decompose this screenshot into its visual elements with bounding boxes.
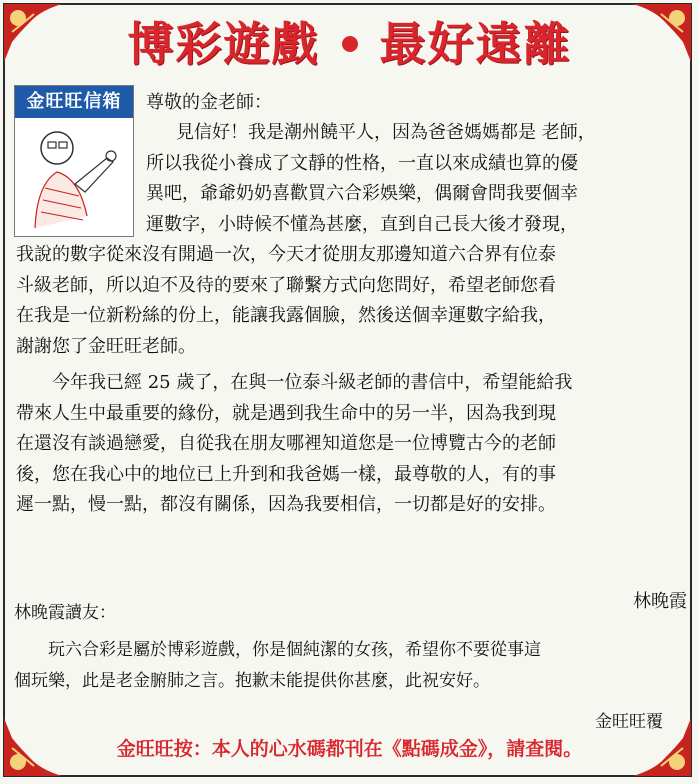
letter-line: 謝謝您了金旺旺老師。 <box>16 335 196 357</box>
headline-right: 最好遠離 <box>379 17 572 71</box>
letter-line: 我說的數字從來沒有開過一次，今天才從朋友那邊知道六合界有位泰 <box>16 244 556 265</box>
letter-line: 運數字，小時候不懂為甚麼，直到自己長大後才發現， <box>146 213 578 235</box>
reply-line: 玩六合彩是屬於博彩遊戲，你是個純潔的女孩，希望你不要從事這 <box>14 640 541 660</box>
letter-line: 後，您在我心中的地位已上升到和我爸媽一樣，最尊敬的人，有的事 <box>16 463 556 485</box>
letter-body <box>16 118 692 521</box>
letter-line: 今年我已經 25 歲了，在與一位泰斗級老師的書信中，希望能給我 <box>16 372 573 393</box>
reply-signature: 金旺旺覆 <box>595 712 663 732</box>
letter-salutation: 尊敬的金老師： <box>146 92 272 113</box>
reply-line: 個玩樂，此是老金腑肺之言。抱歉未能提供你甚麼，此祝安好。 <box>14 671 490 691</box>
reply-salutation: 林晚霞讀友： <box>14 603 116 623</box>
headline-left: 博彩遊戲 <box>127 17 320 71</box>
letter-line: 在我是一位新粉絲的份上，能讓我露個臉，然後送個幸運數字給我， <box>16 305 556 326</box>
letter-line: 見信好！我是潮州饒平人，因為爸爸媽媽都是 老師， <box>176 122 596 143</box>
letter-signature: 林晚霞 <box>633 591 687 612</box>
bullet-dot-icon <box>342 36 358 52</box>
column-badge-label: 金旺旺信箱 <box>15 86 133 118</box>
letter-line: 所以我從小養成了文靜的性格，一直以來成績也算的優 <box>146 152 578 174</box>
headline <box>0 8 699 74</box>
letter-line: 遲一點，慢一點，都沒有關係，因為我要相信，一切都是好的安排。 <box>16 494 556 515</box>
letter-line: 在還沒有談過戀愛，自從我在朋友哪裡知道您是一位博覽古今的老師 <box>16 433 556 454</box>
letter-line: 異吧，爺爺奶奶喜歡買六合彩娛樂，偶爾會問我要個幸 <box>146 183 578 204</box>
columnist-reply <box>14 598 690 697</box>
letter-line: 斗級老師，所以迫不及待的要來了聯繫方式向您問好，希望老師您看 <box>16 274 556 296</box>
letter-line: 帶來人生中最重要的緣份，就是遇到我生命中的另一半，因為我到現 <box>16 402 556 424</box>
editor-note: 金旺旺按：本人的心水碼都刊在《點碼成金》，請查閱。 <box>116 738 583 760</box>
